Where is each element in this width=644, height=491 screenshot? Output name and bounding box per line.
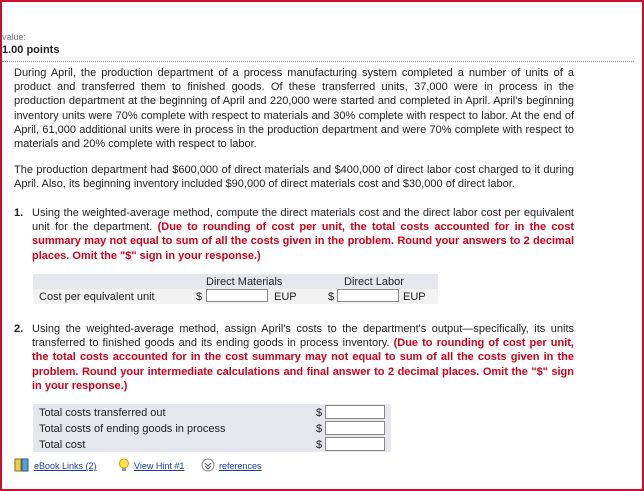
dm-dollar-sign: $ (196, 291, 203, 303)
ending-gip-label: Total costs of ending goods in process (39, 423, 226, 435)
question-2-number: 2. (14, 323, 24, 335)
problem-paragraph-1: During April, the production department of a process manufacturing system completed a number of units of a product and transferred them to finished goods. Of these transferred units, 37,000 were in process in the production department at the beginning of April and 220,000 were started and completed in April. April's beginning inventory units were 70% complete with respect to materials and 30% complete with respect to labor. At the end of April, 61,000 additional units were in process in the production department and were 70% complete with respect to materials and 20% complete with respect to labor. (14, 67, 574, 151)
problem-statement (14, 66, 574, 192)
dl-eup-label: EUP (403, 291, 426, 303)
view-hint-link[interactable]: View Hint #1 (134, 461, 185, 471)
direct-labor-header: Direct Labor (344, 276, 404, 288)
transferred-out-input[interactable] (325, 405, 385, 419)
dm-eup-label: EUP (274, 291, 297, 303)
references-link[interactable]: references (219, 461, 262, 471)
cost-assignment-table (33, 404, 391, 452)
question-1 (14, 206, 574, 263)
ebook-links-link[interactable]: eBook Links (2) (34, 461, 97, 471)
ending-gip-dollar: $ (316, 423, 323, 435)
dl-dollar-sign: $ (328, 291, 335, 303)
points-value: 1.00 points (2, 44, 60, 56)
question-2-text: Using the weighted-average method, assign April's costs to the department's output—specifically, its units transferred to finished goods and its ending goods in process inventory. (32, 323, 574, 350)
references-icon[interactable] (201, 458, 215, 474)
problem-paragraph-2: The production department had $600,000 of direct materials and $400,000 of direct labor cost charged to it during April. Also, its beginning inventory included $90,000 of direct materials cost and $30,000 of direct labor. (14, 164, 574, 191)
question-1-instruction: (Due to rounding of cost per unit, the total costs accounted for in the cost summary may not equal to sum of all the costs given in the problem. Round your answers to 2 decimal places. Omit the "$" sign in your response.) (32, 221, 574, 262)
transferred-out-dollar: $ (316, 407, 323, 419)
total-cost-dollar: $ (316, 439, 323, 451)
direct-materials-input[interactable] (206, 289, 268, 302)
question-2 (14, 322, 574, 393)
total-cost-input[interactable] (325, 437, 385, 451)
value-label: value: (2, 32, 27, 42)
transferred-out-label: Total costs transferred out (39, 407, 166, 419)
direct-materials-header: Direct Materials (206, 276, 283, 288)
lightbulb-icon[interactable] (118, 458, 130, 475)
total-cost-label: Total cost (39, 439, 86, 451)
cost-per-eup-table (33, 274, 438, 304)
ebook-icon[interactable] (14, 458, 30, 474)
header-divider (2, 61, 634, 62)
direct-labor-input[interactable] (337, 289, 399, 302)
cost-per-eup-label: Cost per equivalent unit (39, 291, 155, 303)
question-1-text: Using the weighted-average method, compute the direct materials cost and the direct labor cost per equivalent unit for the department. (32, 207, 574, 234)
question-1-number: 1. (14, 207, 24, 219)
question-header (2, 32, 634, 56)
ending-gip-input[interactable] (325, 421, 385, 435)
question-2-instruction: (Due to rounding of cost per unit, the total costs accounted for in the cost summary may not equal to sum of all the costs given in the problem. Round your intermediate calculations and final answer to 2 decimal places. Omit the "$" sign in your response.) (32, 337, 574, 392)
